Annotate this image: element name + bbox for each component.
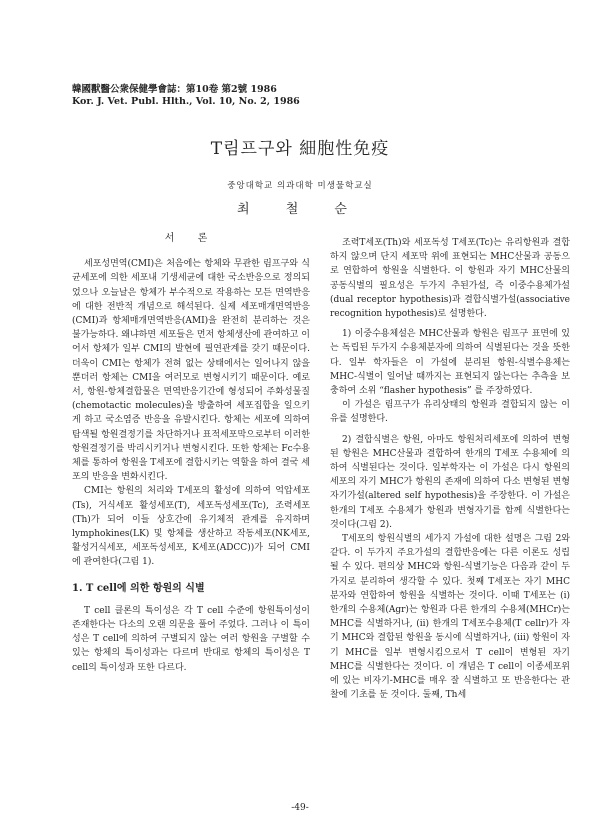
author-name: 최 철 순 — [237, 202, 363, 217]
right-paragraph-2: 1) 이중수용체설은 MHC산물과 항원은 림프구 표면에 있는 독립된 두가지 수용체분자에 의하여 식별된다는 것을 뜻한다. 일부 학자들은 이 가설에 분리된 항원-식별수용체는 MHC-식별이 일어날 때까지는 표현되지 않는다는 추측을 보충하여 소위 “flasher hypothesis” 를 주장하였다. — [330, 329, 570, 397]
journal-citation — [72, 84, 300, 108]
right-paragraph-1: 조력T세포(Th)와 세포독성 T세포(Tc)는 유리항원과 결합하지 않으며 단지 세포막 위에 표현되는 MHC산물과 공동으로 연합하여 항원을 식별한다. 이 항원과 자기 MHC산물의 공동식별의 필요성은 두가지 추된가설, 즉 이중수용체가설(dual receptor hypothesis)과 결합식별가설(associative recognition hypothesis)로 설명한다. — [330, 238, 570, 320]
right-column — [330, 236, 570, 703]
right-paragraph-5: T세포의 항원식별의 세가지 가설에 대한 설명은 그림 2와 같다. 이 두가지 주요가설의 결합반응에는 다른 이론도 성립될 수 있다. 편의상 MHC와 항원-식별기능은 다음과 같이 두가지로 분리하여 생각할 수 있다. 첫째 T세포는 자기 MHC 분자와 연합하여 항원을 식별하는 것이다. 이때 T세포는 (i) 한개의 수용체(Agr)는 항원과 다른 한개의 수용체(MHCr)는 MHC를 식별하거나, (ii) 한개의 T세포수용체(T cellr)가 자기 MHC와 결합된 항원을 동시에 식별하거나, (iii) 항원이 자기 MHC를 일부 변형시킴으로서 T cell이 변형된 자기 MHC를 식별한다는 것이다. 이 개념은 T cell이 이종세포위에 있는 비자기-MHC를 매우 잘 식별하고 또 반응한다는 관찰에 기초를 둔 것이다. 둘째, Th세 — [330, 534, 570, 701]
right-paragraph-3: 이 가설은 림프구가 유리상태의 항원과 결합되지 않는 이유를 설명한다. — [330, 400, 570, 425]
intro-paragraph-1: 세포성면역(CMI)은 처음에는 항체와 무관한 림프구와 식균세포에 의한 세포내 기생세균에 대한 국소반응으로 정의되었으나 오늘날은 항체가 부수적으로 작용하는 모든 면역반응에 대한 전반적 개념으로 해석된다. 실제 세포매개면역반응(CMI)과 항체매개면역반응(AMI)을 완전히 분리하는 것은 불가능하다. 왜냐하면 세포들은 먼저 항체생산에 관여하고 이어서 항체가 일부 CMI의 발현에 필연관계를 갖기 때문이다. 더욱이 CMI는 항체가 전혀 없는 상태에서는 일어나지 않을 뿐더러 항체는 CMI을 여러모로 변형시키기 때문이다. 예로서, 항원-항체결합물은 면역반응기간에 형성되어 주화성물질(chemotactic molecules)을 방출하여 세포집합을 일으키게 하고 국소염증 반응을 유발시킨다. 항체는 세포에 의하여 탐색될 항원결정기를 차단하거나 표적세포막으로부터 이러한 항원결정기를 박리시키거나 변형시킨다. 또한 항체는 Fc수용체를 통하여 항원을 T세포에 결합시키는 역할을 하여 결국 세포의 반응을 변화시킨다. — [72, 259, 310, 483]
journal-citation-korean: 韓國獸醫公衆保健學會誌：第10卷 第2號 1986 — [72, 84, 277, 95]
intro-paragraph-2: CMI는 항원의 처리와 T세포의 활성에 의하여 억압세포(Ts), 거식세포 활성세포(T), 세포독성세포(Tc), 조력세포(Th)가 되어 이들 상호간에 유기체적 관계를 유지하며 lymphokines(LK) 및 항체를 생산하고 작동세포(NK세포, 활성거식세포, 세포독성세포, K세포(ADCC))가 되어 CMI에 관여한다(그림 1). — [72, 486, 310, 568]
section-1-heading: 1. T cell에 의한 항원의 식별 — [72, 582, 205, 594]
intro-heading: 서 론 — [164, 233, 218, 244]
page-number: -49- — [291, 803, 309, 813]
right-paragraph-4: 2) 결합식별은 항원, 아마도 항원처리세포에 의하여 변형된 항원은 MHC산물과 결합하여 한개의 T세포 수용체에 의하여 식별된다는 것이다. 일부학자는 이 가설은 다시 항원의 세포의 자기 MHC가 항원의 존재에 의하여 다소 변형된 변형자기가설(altered self hypothesis)을 주장한다. 이 가설은 한개의 T세포 수용체가 항원과 변형자기를 함께 식별한다는 것이다(그림 2). — [330, 434, 570, 530]
journal-citation-english: Kor. J. Vet. Publ. Hlth., Vol. 10, No. 2, 1986 — [72, 96, 300, 107]
article-title: T림프구와 細胞性免疫 — [210, 139, 390, 159]
author-affiliation: 중앙대학교 의과대학 미생물학교실 — [227, 181, 373, 191]
section-1-paragraph-1: T cell 클론의 특이성은 각 T cell 수준에 항원특이성이 존재한다는 다소의 오랜 의문을 풀어 주었다. 그러나 이 특이성은 T cell에 의하여 구별되지 않는 여러 항원을 구별할 수 있는 항체의 특이성과는 다르며 반대로 항체의 특이성은 T cell의 특이성과 또한 다르다. — [72, 605, 310, 673]
left-column — [72, 232, 310, 675]
